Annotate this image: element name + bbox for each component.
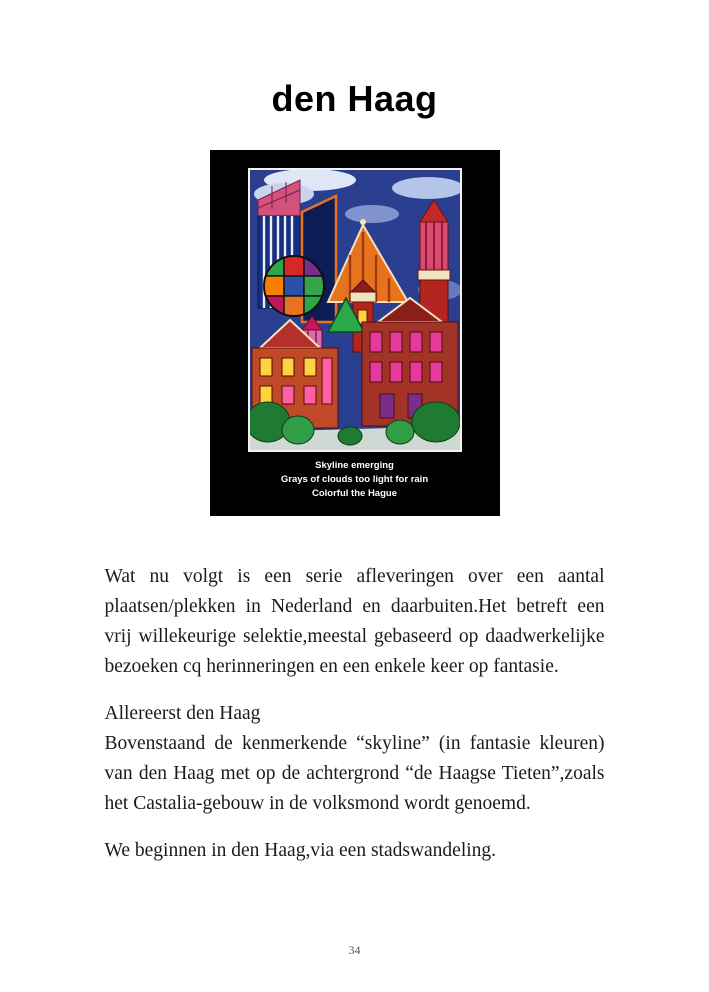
paragraph-allereerst <box>105 699 605 819</box>
paragraph-intro: Wat nu volgt is een serie afleveringen over een aantal plaatsen/plekken in Nederland en daarbuiten.Het betreft een vrij willekeurige selektie,meestal gebaseerd op daadwerkelijke bezoeken cq herinneringen en een enkele keer op fantasie. <box>104 566 605 677</box>
paragraph-bovenstaand: Bovenstaand de kenmerkende “skyline” (in fantasie kleuren) van den Haag met op de achtergrond “de Haagse Tieten”,zoals het Castalia-gebouw in de volksmond wordt genoemd. <box>104 733 605 814</box>
hague-skyline-artwork <box>250 170 460 450</box>
caption-line-1: Skyline emerging <box>315 460 394 471</box>
page-number: 34 <box>348 943 361 957</box>
paragraph-allereerst-line: Allereerst den Haag <box>104 703 261 724</box>
caption-line-3: Colorful the Hague <box>312 488 397 499</box>
painting-caption <box>210 459 500 501</box>
skyline-painting <box>248 168 462 452</box>
paragraph-closing: We beginnen in den Haag,via een stadswandeling. <box>104 840 497 861</box>
caption-line-2: Grays of clouds too light for rain <box>280 474 429 485</box>
page-title: den Haag <box>271 78 438 119</box>
figure-frame <box>210 150 500 516</box>
body-text <box>105 562 605 866</box>
